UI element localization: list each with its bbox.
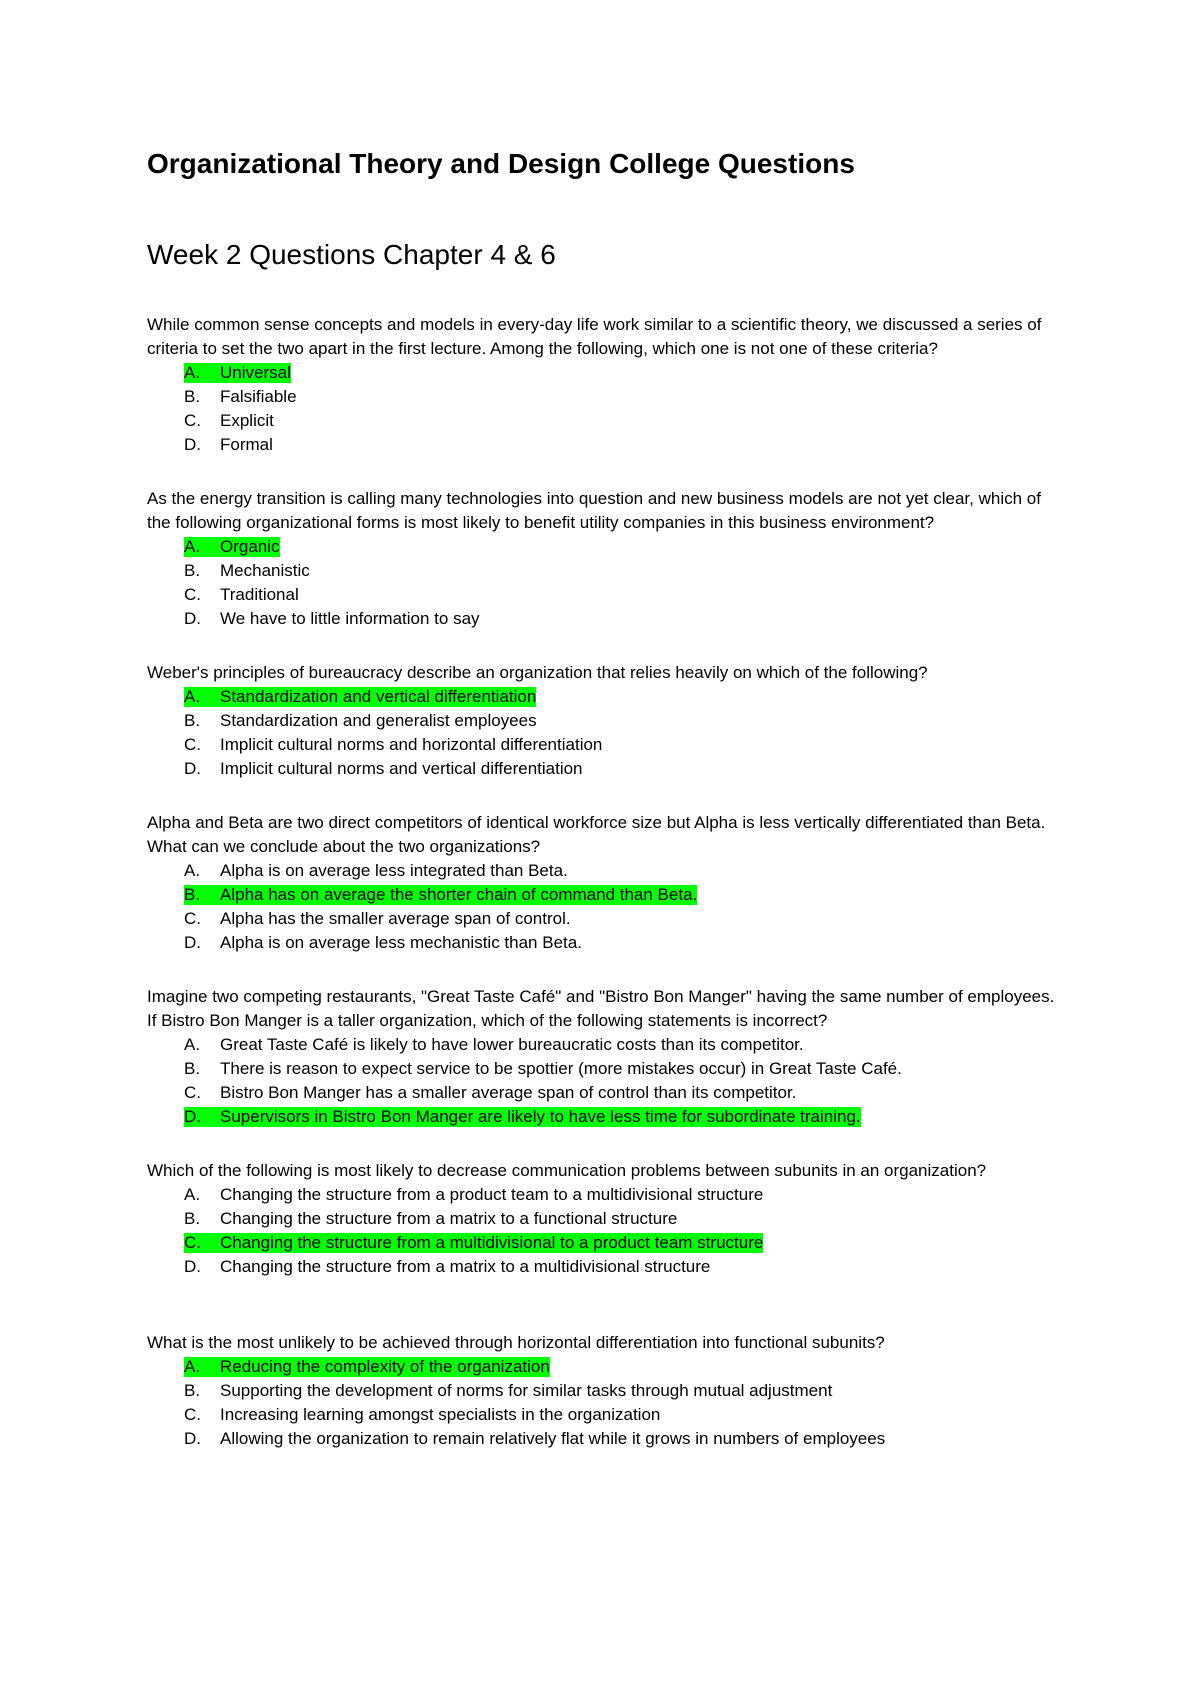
question-block [147,487,1067,631]
option-letter: D. [184,933,201,952]
option-text: There is reason to expect service to be spottier (more mistakes occur) in Great Taste Café. [220,1059,902,1078]
answer-content [184,759,583,779]
option-letter: C. [184,735,201,754]
question-text: Weber's principles of bureaucracy describe an organization that relies heavily on which of the following? [147,663,928,682]
option-letter: A. [184,861,201,880]
question-text: Imagine two competing restaurants, "Great Taste Café" and "Bistro Bon Manger" having the same number of employees. If Bistro Bon Manger is a taller organization, which of the following statements is incorrect? [147,987,1055,1030]
option-letter: D. [184,435,201,454]
answer-option [184,709,1067,733]
option-text: Falsifiable [220,387,297,406]
answer-option [184,1033,1067,1057]
option-text: Explicit [220,411,274,430]
option-text: Formal [220,435,273,454]
correct-answer-highlight [184,363,291,383]
answer-option [184,433,1067,457]
option-text: Bistro Bon Manger has a smaller average span of control than its competitor. [220,1083,797,1102]
option-text: Organic [220,537,280,556]
question-text: Alpha and Beta are two direct competitors of identical workforce size but Alpha is less vertically differentiated than Beta. What can we conclude about the two organizations? [147,813,1046,856]
answer-option [184,1057,1067,1081]
answer-option [184,1183,1067,1207]
option-letter: B. [184,1059,201,1078]
answer-option [184,409,1067,433]
option-letter: B. [184,711,201,730]
answer-content [184,1083,796,1103]
option-letter: A. [184,537,201,556]
answer-option-correct [184,1105,1067,1129]
option-letter: B. [184,1381,201,1400]
option-text: Alpha is on average less mechanistic than Beta. [220,933,582,952]
correct-answer-highlight [184,1357,550,1377]
option-letter: C. [184,1233,201,1252]
option-letter: C. [184,909,201,928]
answer-options [147,1355,1067,1451]
option-letter: C. [184,1405,201,1424]
answer-option [184,1427,1067,1451]
answer-option [184,1379,1067,1403]
answer-option [184,1207,1067,1231]
correct-answer-highlight [184,537,280,557]
option-letter: B. [184,387,201,406]
option-letter: B. [184,885,201,904]
answer-content [184,861,568,881]
option-text: Implicit cultural norms and vertical differentiation [220,759,583,778]
answer-option [184,1403,1067,1427]
option-letter: D. [184,1257,201,1276]
document-subtitle: Week 2 Questions Chapter 4 & 6 [147,239,556,270]
answer-option-correct [184,1355,1067,1379]
option-text: Great Taste Café is likely to have lower bureaucratic costs than its competitor. [220,1035,804,1054]
answer-option [184,907,1067,931]
answer-option-correct [184,685,1067,709]
answer-option [184,931,1067,955]
answer-option [184,859,1067,883]
answer-option [184,583,1067,607]
answer-content [184,609,480,629]
answer-content [184,933,582,953]
option-text: Supporting the development of norms for similar tasks through mutual adjustment [220,1381,833,1400]
option-letter: B. [184,561,201,580]
answer-option [184,1255,1067,1279]
answer-option-correct [184,883,1067,907]
option-letter: A. [184,1185,201,1204]
answer-content [184,435,273,455]
answer-content [184,1429,885,1449]
question-text: Which of the following is most likely to decrease communication problems between subunits in an organization? [147,1161,987,1180]
option-text: Implicit cultural norms and horizontal differentiation [220,735,603,754]
option-text: Reducing the complexity of the organization [220,1357,550,1376]
answer-option [184,1081,1067,1105]
option-text: Universal [220,363,291,382]
option-letter: C. [184,585,201,604]
option-letter: B. [184,1209,201,1228]
answer-option-correct [184,1231,1067,1255]
question-block [147,661,1067,781]
option-letter: A. [184,687,201,706]
answer-content [184,1059,902,1079]
question-block [147,1159,1067,1279]
option-letter: D. [184,1429,201,1448]
answer-option [184,757,1067,781]
answer-option [184,385,1067,409]
answer-options [147,685,1067,781]
correct-answer-highlight [184,687,536,707]
option-text: Changing the structure from a matrix to a multidivisional structure [220,1257,711,1276]
answer-option [184,607,1067,631]
question-text: What is the most unlikely to be achieved through horizontal differentiation into functional subunits? [147,1333,885,1352]
answer-option-correct [184,535,1067,559]
document-title: Organizational Theory and Design College Questions [147,148,855,179]
question-block [147,1331,1067,1451]
option-text: Supervisors in Bistro Bon Manger are likely to have less time for subordinate training. [220,1107,861,1126]
question-block [147,313,1067,457]
question-block [147,811,1067,955]
answer-option [184,559,1067,583]
document-page [147,140,1067,1451]
answer-content [184,909,571,929]
option-letter: C. [184,411,201,430]
answer-content [184,387,297,407]
option-text: Mechanistic [220,561,310,580]
answer-content [184,1035,804,1055]
option-text: Traditional [220,585,299,604]
answer-option-correct [184,361,1067,385]
correct-answer-highlight [184,1233,763,1253]
option-letter: A. [184,363,201,382]
answer-content [184,1185,763,1205]
option-letter: D. [184,759,201,778]
question-list [147,313,1067,1451]
option-text: Alpha has on average the shorter chain of command than Beta. [220,885,698,904]
option-letter: A. [184,1035,201,1054]
answer-content [184,585,299,605]
answer-option [184,733,1067,757]
question-text: As the energy transition is calling many technologies into question and new business models are not yet clear, which of the following organizational forms is most likely to benefit utility companies in this business environment? [147,489,1041,532]
option-text: Increasing learning amongst specialists in the organization [220,1405,661,1424]
answer-options [147,859,1067,955]
option-letter: C. [184,1083,201,1102]
question-block [147,985,1067,1129]
option-text: Alpha is on average less integrated than Beta. [220,861,568,880]
answer-options [147,1183,1067,1279]
answer-content [184,1209,677,1229]
option-text: Changing the structure from a matrix to a functional structure [220,1209,678,1228]
answer-content [184,1257,710,1277]
option-text: Standardization and generalist employees [220,711,537,730]
option-text: We have to little information to say [220,609,480,628]
answer-options [147,535,1067,631]
option-letter: D. [184,1107,201,1126]
answer-content [184,1405,660,1425]
answer-content [184,711,537,731]
correct-answer-highlight [184,1107,861,1127]
answer-content [184,735,602,755]
option-text: Allowing the organization to remain relatively flat while it grows in numbers of employees [220,1429,886,1448]
option-letter: A. [184,1357,201,1376]
option-letter: D. [184,609,201,628]
answer-options [147,361,1067,457]
option-text: Standardization and vertical differentiation [220,687,537,706]
option-text: Alpha has the smaller average span of control. [220,909,571,928]
answer-content [184,561,310,581]
question-text: While common sense concepts and models in every-day life work similar to a scientific theory, we discussed a series of criteria to set the two apart in the first lecture. Among the following, which one is not one of these criteria? [147,315,1042,358]
answer-content [184,411,274,431]
correct-answer-highlight [184,885,697,905]
answer-options [147,1033,1067,1129]
answer-content [184,1381,832,1401]
option-text: Changing the structure from a product team to a multidivisional structure [220,1185,764,1204]
option-text: Changing the structure from a multidivisional to a product team structure [220,1233,764,1252]
